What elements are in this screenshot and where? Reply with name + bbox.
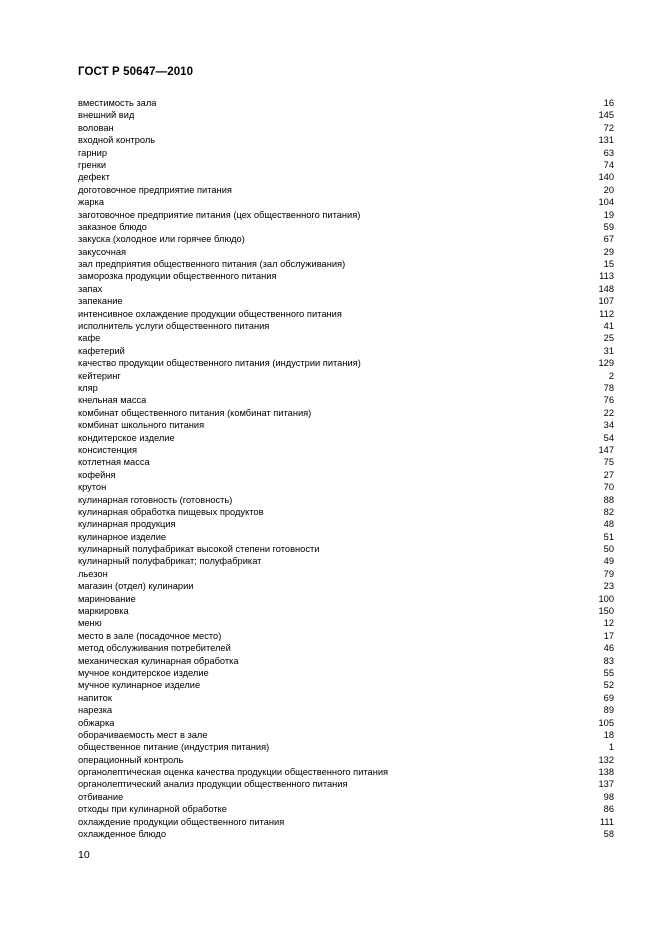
index-term-number: 23	[603, 581, 614, 592]
index-entry	[78, 258, 614, 270]
index-entry	[78, 469, 614, 481]
index-term-number: 55	[603, 667, 614, 678]
index-term-number: 138	[598, 767, 614, 778]
index-term-number: 86	[603, 804, 614, 815]
index-entry	[78, 741, 614, 753]
index-term: операционный контроль	[78, 754, 184, 765]
index-entry	[78, 593, 614, 605]
index-entry	[78, 828, 614, 840]
index-entry	[78, 134, 614, 146]
index-term-number: 41	[603, 321, 614, 332]
index-entry	[78, 159, 614, 171]
index-term-number: 15	[603, 259, 614, 270]
index-entry	[78, 394, 614, 406]
index-term: дефект	[78, 172, 110, 183]
index-term: кулинарный полуфабрикат высокой степени готовности	[78, 544, 320, 555]
index-term-number: 150	[598, 606, 614, 617]
index-term: интенсивное охлаждение продукции общественного питания	[78, 308, 342, 319]
index-term-number: 54	[603, 432, 614, 443]
index-term: охлаждение продукции общественного питания	[78, 816, 285, 827]
index-term-number: 100	[598, 593, 614, 604]
index-term: закуска (холодное или горячее блюдо)	[78, 234, 245, 245]
index-entry	[78, 320, 614, 332]
index-term-number: 69	[603, 692, 614, 703]
index-entry	[78, 171, 614, 183]
index-entry	[78, 506, 614, 518]
index-term: доготовочное предприятие питания	[78, 184, 232, 195]
index-term: входной контроль	[78, 135, 156, 146]
index-entry	[78, 370, 614, 382]
index-term-number: 51	[603, 531, 614, 542]
index-entry	[78, 568, 614, 580]
index-entry	[78, 209, 614, 221]
index-entry	[78, 432, 614, 444]
index-term-number: 112	[599, 308, 614, 319]
index-term: кондитерское изделие	[78, 432, 175, 443]
index-term-number: 49	[603, 556, 614, 567]
index-entry	[78, 122, 614, 134]
index-entry	[78, 605, 614, 617]
index-term: органолептический анализ продукции общественного питания	[78, 779, 348, 790]
index-entry	[78, 555, 614, 567]
index-term: кулинарная обработка пищевых продуктов	[78, 506, 264, 517]
index-entry	[78, 246, 614, 258]
index-term: кейтеринг	[78, 370, 121, 381]
index-term: гренки	[78, 159, 107, 170]
index-term-number: 131	[598, 135, 614, 146]
index-entry	[78, 221, 614, 233]
index-term: нарезка	[78, 705, 113, 716]
index-term: охлажденное блюдо	[78, 829, 167, 840]
index-entry	[78, 766, 614, 778]
index-entry	[78, 679, 614, 691]
index-term: запекание	[78, 296, 123, 307]
index-term-number: 18	[603, 729, 614, 740]
index-term-number: 19	[603, 209, 614, 220]
index-term: зал предприятия общественного питания (зал обслуживания)	[78, 259, 346, 270]
index-term-number: 78	[603, 382, 614, 393]
index-term-number: 67	[603, 234, 614, 245]
index-term: напиток	[78, 692, 112, 703]
index-entry	[78, 803, 614, 815]
index-term-number: 34	[603, 420, 614, 431]
index-entry	[78, 630, 614, 642]
index-entry	[78, 270, 614, 282]
page-number: 10	[78, 849, 90, 861]
index-entry	[78, 382, 614, 394]
index-term: гарнир	[78, 147, 108, 158]
index-term-number: 17	[603, 630, 614, 641]
index-term-number: 89	[603, 705, 614, 716]
index-term-number: 58	[603, 829, 614, 840]
index-term-number: 147	[598, 444, 614, 455]
index-term-number: 20	[603, 184, 614, 195]
index-term: маринование	[78, 593, 136, 604]
index-entry	[78, 778, 614, 790]
index-entry	[78, 692, 614, 704]
index-term: место в зале (посадочное место)	[78, 630, 222, 641]
index-term-number: 145	[598, 110, 614, 121]
index-entry	[78, 531, 614, 543]
index-term-number: 1	[608, 742, 614, 753]
index-term: внешний вид	[78, 110, 135, 121]
index-entry	[78, 704, 614, 716]
index-term-number: 72	[603, 122, 614, 133]
index-entry	[78, 655, 614, 667]
index-term: вместимость зала	[78, 98, 157, 108]
alphabetical-index	[78, 97, 614, 840]
index-term: кулинарная продукция	[78, 519, 176, 530]
index-entry	[78, 407, 614, 419]
index-term: мучное кулинарное изделие	[78, 680, 201, 691]
index-term-number: 98	[603, 791, 614, 802]
index-term-number: 52	[603, 680, 614, 691]
index-term: комбинат школьного питания	[78, 420, 205, 431]
index-term-number: 82	[603, 506, 614, 517]
index-entry	[78, 717, 614, 729]
index-term-number: 46	[603, 643, 614, 654]
index-entry	[78, 642, 614, 654]
index-term-number: 105	[598, 717, 614, 728]
index-term-number: 29	[603, 246, 614, 257]
index-term-number: 113	[599, 271, 614, 282]
index-term: заготовочное предприятие питания (цех общественного питания)	[78, 209, 361, 220]
index-term-number: 83	[603, 655, 614, 666]
index-term-number: 63	[603, 147, 614, 158]
index-term-number: 31	[603, 345, 614, 356]
index-entry	[78, 357, 614, 369]
index-term-number: 74	[603, 159, 614, 170]
index-term-number: 48	[603, 519, 614, 530]
index-term: меню	[78, 618, 102, 629]
index-term: отбивание	[78, 791, 124, 802]
index-entry	[78, 667, 614, 679]
document-header: ГОСТ Р 50647—2010	[78, 66, 194, 78]
index-entry	[78, 295, 614, 307]
index-entry	[78, 729, 614, 741]
index-entry	[78, 444, 614, 456]
index-term: волован	[78, 122, 114, 133]
index-entry	[78, 419, 614, 431]
index-entry	[78, 754, 614, 766]
index-term: кнельная масса	[78, 395, 147, 406]
index-term: запах	[78, 283, 103, 294]
index-term-number: 70	[603, 482, 614, 493]
index-term: кулинарное изделие	[78, 531, 167, 542]
index-term: кафе	[78, 333, 101, 344]
index-term-number: 59	[603, 221, 614, 232]
index-entry	[78, 109, 614, 121]
index-term-number: 132	[598, 754, 614, 765]
index-entry	[78, 97, 614, 109]
index-entry	[78, 456, 614, 468]
index-entry	[78, 283, 614, 295]
index-term-number: 79	[603, 568, 614, 579]
index-entry	[78, 233, 614, 245]
index-term: общественное питание (индустрия питания)	[78, 742, 270, 753]
index-term-number: 75	[603, 457, 614, 468]
index-entry	[78, 543, 614, 555]
index-entry	[78, 518, 614, 530]
index-term-number: 27	[603, 469, 614, 480]
index-term: метод обслуживания потребителей	[78, 643, 231, 654]
index-entry	[78, 481, 614, 493]
index-term-number: 111	[599, 816, 614, 827]
index-entry	[78, 791, 614, 803]
index-term-number: 50	[603, 544, 614, 555]
index-term-number: 104	[598, 197, 614, 208]
index-entry	[78, 345, 614, 357]
index-term: органолептическая оценка качества продукции общественного питания	[78, 767, 389, 778]
index-entry	[78, 196, 614, 208]
index-term: комбинат общественного питания (комбинат питания)	[78, 407, 312, 418]
index-term: качество продукции общественного питания (индустрии питания)	[78, 358, 361, 369]
index-term: жарка	[78, 197, 105, 208]
index-term-number: 107	[598, 296, 614, 307]
index-term: консистенция	[78, 444, 137, 455]
index-term: крутон	[78, 482, 107, 493]
index-term: закусочная	[78, 246, 127, 257]
index-term: механическая кулинарная обработка	[78, 655, 239, 666]
index-term-number: 129	[598, 358, 614, 369]
index-entry	[78, 617, 614, 629]
index-entry	[78, 184, 614, 196]
index-entry	[78, 816, 614, 828]
index-term: кофейня	[78, 469, 116, 480]
index-term-number: 12	[603, 618, 614, 629]
index-term-number: 25	[603, 333, 614, 344]
index-term: заказное блюдо	[78, 221, 147, 232]
index-entry	[78, 147, 614, 159]
index-term-number: 76	[603, 395, 614, 406]
index-term-number: 148	[598, 283, 614, 294]
index-term-number: 2	[608, 370, 614, 381]
index-term-number: 16	[603, 98, 614, 108]
index-entry	[78, 580, 614, 592]
index-term: исполнитель услуги общественного питания	[78, 321, 270, 332]
index-term-number: 140	[598, 172, 614, 183]
index-entry	[78, 308, 614, 320]
index-term: оборачиваемость мест в зале	[78, 729, 208, 740]
index-term: маркировка	[78, 606, 129, 617]
index-term: кафетерий	[78, 345, 125, 356]
index-term: кулинарный полуфабрикат; полуфабрикат	[78, 556, 262, 567]
index-term: магазин (отдел) кулинарии	[78, 581, 194, 592]
index-term: заморозка продукции общественного питания	[78, 271, 277, 282]
index-term-number: 88	[603, 494, 614, 505]
index-term: кляр	[78, 382, 98, 393]
index-term: обжарка	[78, 717, 115, 728]
index-term-number: 22	[603, 407, 614, 418]
index-term: кулинарная готовность (готовность)	[78, 494, 233, 505]
index-entry	[78, 494, 614, 506]
index-term: котлетная масса	[78, 457, 150, 468]
index-term: льезон	[78, 568, 108, 579]
index-term: отходы при кулинарной обработке	[78, 804, 227, 815]
index-entry	[78, 332, 614, 344]
index-term: мучное кондитерское изделие	[78, 667, 209, 678]
index-term-number: 137	[598, 779, 614, 790]
